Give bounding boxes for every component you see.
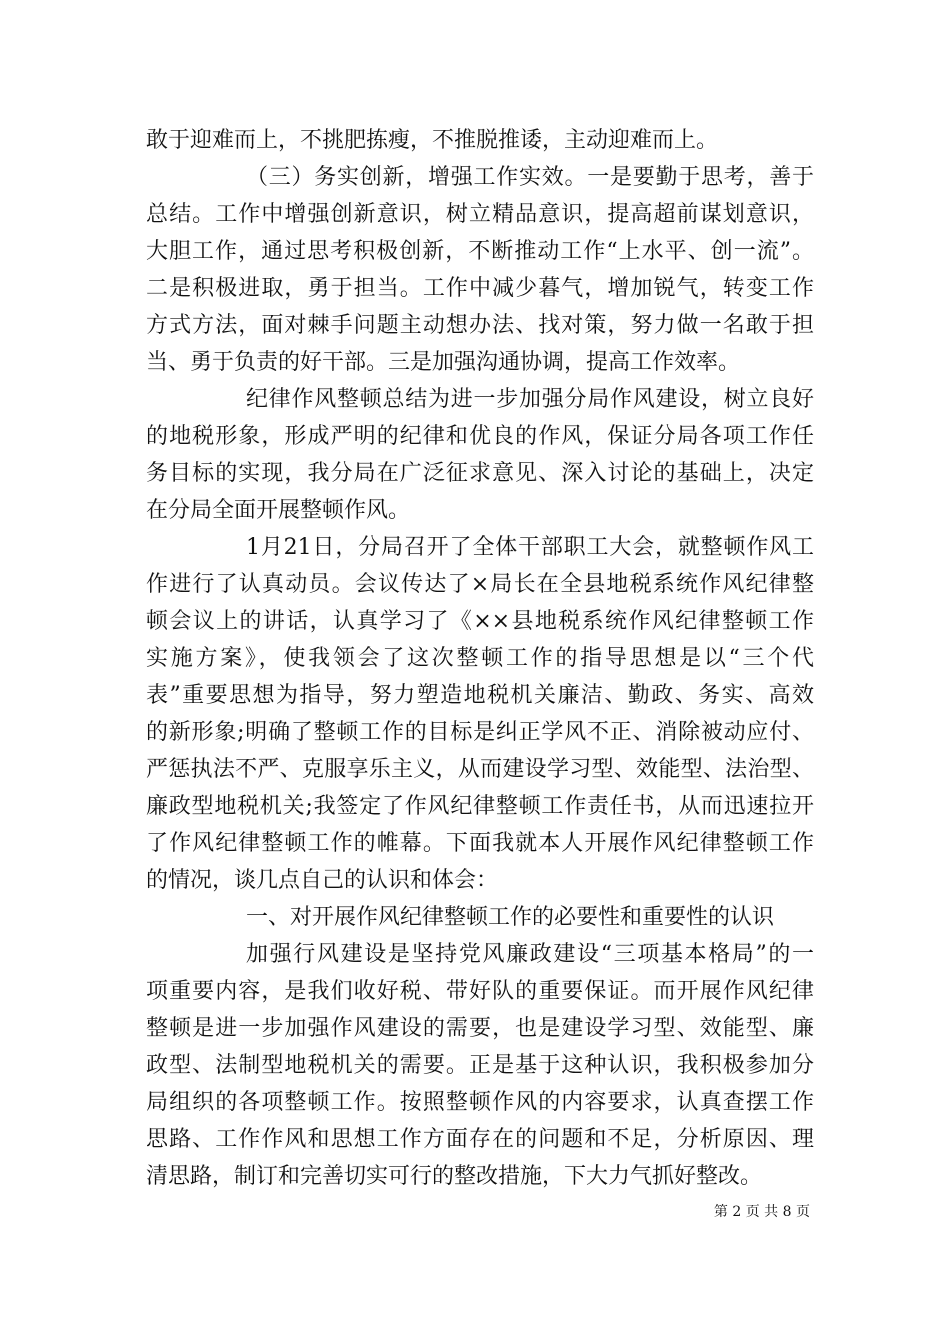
text-line: 顿会议上的讲话，认真学习了《××县地税系统作风纪律整顿工作: [146, 609, 814, 634]
text-line: 作进行了认真动员。会议传达了×局长在全县地税系统作风纪律整: [146, 572, 814, 597]
text-line: 清思路，制订和完善切实可行的整改措施，下大力气抓好整改。: [146, 1164, 763, 1189]
text-line: 严惩执法不严、克服享乐主义，从而建设学习型、效能型、法治型、: [146, 757, 814, 782]
text-line: 实施方案》，使我领会了这次整顿工作的指导思想是以“三个代: [146, 646, 814, 671]
text-line: 政型、法制型地税机关的需要。正是基于这种认识，我积极参加分: [146, 1053, 814, 1078]
text-line: 的情况，谈几点自己的认识和体会：: [146, 868, 499, 893]
text-line: 在分局全面开展整顿作风。: [146, 498, 411, 523]
text-line: 总结。工作中增强创新意识，树立精品意识，提高超前谋划意识，: [146, 202, 814, 227]
text-line: 二是积极进取，勇于担当。工作中减少暮气，增加锐气，转变工作: [146, 276, 814, 301]
section-heading: 一、对开展作风纪律整顿工作的必要性和重要性的认识: [246, 905, 775, 930]
text-line: 加强行风建设是坚持党风廉政建设“三项基本格局”的一: [246, 942, 814, 967]
text-line: 思路、工作作风和思想工作方面存在的问题和不足，分析原因、理: [146, 1127, 814, 1152]
text-line: 廉政型地税机关;我签定了作风纪律整顿工作责任书，从而迅速拉开: [146, 794, 814, 819]
text-line: 的地税形象，形成严明的纪律和优良的作风，保证分局各项工作任: [146, 424, 814, 449]
text-line: 表”重要思想为指导，努力塑造地税机关廉洁、勤政、务实、高效: [146, 683, 814, 708]
text-line: 大胆工作，通过思考积极创新，不断推动工作“上水平、创一流”。: [146, 239, 814, 264]
text-line: 整顿是进一步加强作风建设的需要，也是建设学习型、效能型、廉: [146, 1016, 814, 1041]
text-line: （三）务实创新，增强工作实效。一是要勤于思考，善于: [246, 165, 814, 190]
page-number: 第 2 页 共 8 页: [713, 1204, 810, 1220]
text-line: 当、勇于负责的好干部。三是加强沟通协调，提高工作效率。: [146, 350, 741, 375]
text-line: 纪律作风整顿总结为进一步加强分局作风建设，树立良好: [246, 387, 814, 412]
text-line: 局组织的各项整顿工作。按照整顿作风的内容要求，认真查摆工作: [146, 1090, 814, 1115]
text-line: 项重要内容，是我们收好税、带好队的重要保证。而开展作风纪律: [146, 979, 814, 1004]
text-line: 1月21日，分局召开了全体干部职工大会，就整顿作风工: [246, 535, 814, 560]
text-line: 务目标的实现，我分局在广泛征求意见、深入讨论的基础上，决定: [146, 461, 814, 486]
text-line: 方式方法，面对棘手问题主动想办法、找对策，努力做一名敢于担: [146, 313, 814, 338]
text-line: 的新形象;明确了整顿工作的目标是纠正学风不正、消除被动应付、: [146, 720, 814, 745]
text-line: 了作风纪律整顿工作的帷幕。下面我就本人开展作风纪律整顿工作: [146, 831, 814, 856]
text-line: 敢于迎难而上，不挑肥拣瘦，不推脱推诿，主动迎难而上。: [146, 128, 719, 153]
